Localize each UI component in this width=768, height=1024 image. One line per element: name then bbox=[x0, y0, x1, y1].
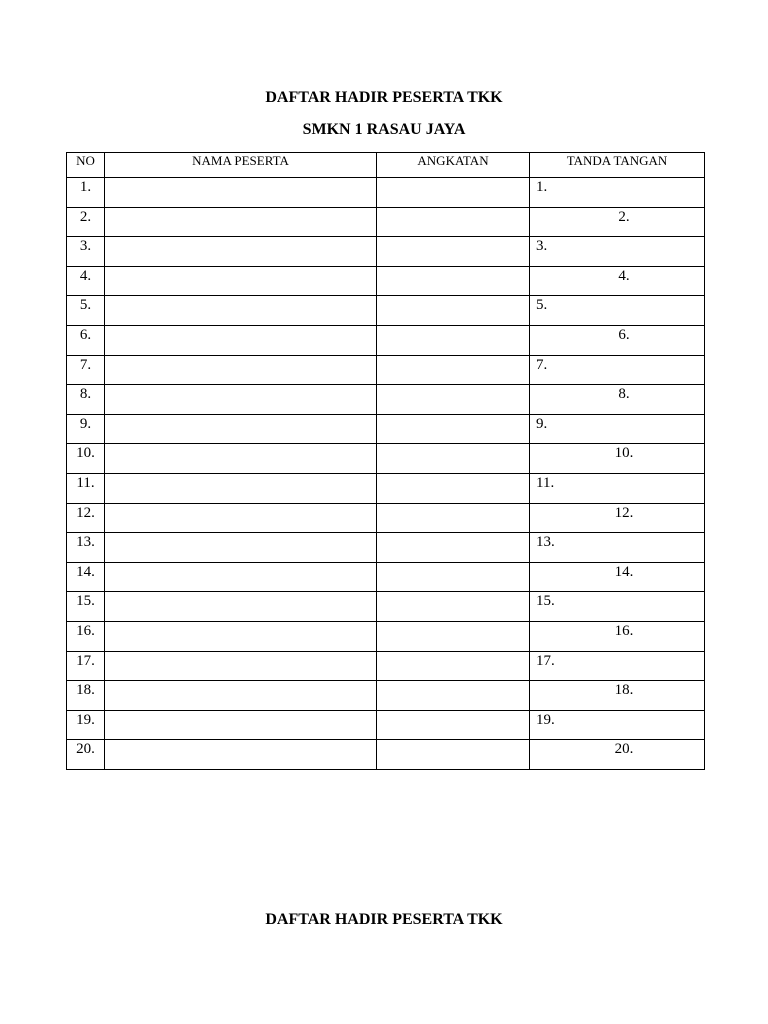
table-row bbox=[67, 592, 705, 622]
header-nama-peserta: NAMA PESERTA bbox=[105, 153, 377, 178]
table-row bbox=[67, 621, 705, 651]
next-page-title: DAFTAR HADIR PESERTA TKK bbox=[265, 911, 503, 928]
header-tanda-tangan: TANDA TANGAN bbox=[530, 153, 705, 178]
signature-cell[interactable]: 18. bbox=[530, 681, 705, 711]
row-number: 17. bbox=[67, 651, 105, 681]
participant-name-cell[interactable] bbox=[105, 562, 377, 592]
participant-name-cell[interactable] bbox=[105, 325, 377, 355]
participant-name-cell[interactable] bbox=[105, 355, 377, 385]
angkatan-cell[interactable] bbox=[377, 621, 530, 651]
table-row bbox=[67, 710, 705, 740]
angkatan-cell[interactable] bbox=[377, 503, 530, 533]
table-row bbox=[67, 178, 705, 208]
angkatan-cell[interactable] bbox=[377, 385, 530, 415]
angkatan-cell[interactable] bbox=[377, 237, 530, 267]
angkatan-cell[interactable] bbox=[377, 533, 530, 563]
row-number: 18. bbox=[67, 681, 105, 711]
table-row bbox=[67, 681, 705, 711]
signature-cell[interactable]: 9. bbox=[530, 414, 705, 444]
signature-cell[interactable]: 10. bbox=[530, 444, 705, 474]
angkatan-cell[interactable] bbox=[377, 414, 530, 444]
row-number: 5. bbox=[67, 296, 105, 326]
signature-cell[interactable]: 14. bbox=[530, 562, 705, 592]
table-row bbox=[67, 651, 705, 681]
signature-cell[interactable]: 15. bbox=[530, 592, 705, 622]
attendance-table bbox=[66, 152, 705, 770]
table-row bbox=[67, 503, 705, 533]
angkatan-cell[interactable] bbox=[377, 207, 530, 237]
angkatan-cell[interactable] bbox=[377, 651, 530, 681]
signature-cell[interactable]: 3. bbox=[530, 237, 705, 267]
participant-name-cell[interactable] bbox=[105, 533, 377, 563]
table-row bbox=[67, 533, 705, 563]
row-number: 12. bbox=[67, 503, 105, 533]
participant-name-cell[interactable] bbox=[105, 266, 377, 296]
signature-cell[interactable]: 17. bbox=[530, 651, 705, 681]
signature-cell[interactable]: 20. bbox=[530, 740, 705, 770]
signature-cell[interactable]: 5. bbox=[530, 296, 705, 326]
row-number: 6. bbox=[67, 325, 105, 355]
attendance-table-body bbox=[67, 178, 705, 770]
row-number: 10. bbox=[67, 444, 105, 474]
table-row bbox=[67, 740, 705, 770]
school-name: SMKN 1 RASAU JAYA bbox=[302, 121, 466, 138]
row-number: 19. bbox=[67, 710, 105, 740]
angkatan-cell[interactable] bbox=[377, 325, 530, 355]
row-number: 3. bbox=[67, 237, 105, 267]
angkatan-cell[interactable] bbox=[377, 592, 530, 622]
table-row bbox=[67, 414, 705, 444]
table-row bbox=[67, 325, 705, 355]
table-row bbox=[67, 385, 705, 415]
header-no: NO bbox=[67, 153, 105, 178]
row-number: 2. bbox=[67, 207, 105, 237]
signature-cell[interactable]: 4. bbox=[530, 266, 705, 296]
signature-cell[interactable]: 11. bbox=[530, 473, 705, 503]
table-row bbox=[67, 207, 705, 237]
angkatan-cell[interactable] bbox=[377, 266, 530, 296]
header-row bbox=[67, 153, 705, 178]
angkatan-cell[interactable] bbox=[377, 710, 530, 740]
angkatan-cell[interactable] bbox=[377, 444, 530, 474]
table-row bbox=[67, 296, 705, 326]
participant-name-cell[interactable] bbox=[105, 503, 377, 533]
signature-cell[interactable]: 19. bbox=[530, 710, 705, 740]
row-number: 4. bbox=[67, 266, 105, 296]
table-row bbox=[67, 355, 705, 385]
participant-name-cell[interactable] bbox=[105, 444, 377, 474]
table-row bbox=[67, 444, 705, 474]
header-angkatan: ANGKATAN bbox=[377, 153, 530, 178]
angkatan-cell[interactable] bbox=[377, 473, 530, 503]
angkatan-cell[interactable] bbox=[377, 562, 530, 592]
table-row bbox=[67, 562, 705, 592]
participant-name-cell[interactable] bbox=[105, 473, 377, 503]
participant-name-cell[interactable] bbox=[105, 710, 377, 740]
angkatan-cell[interactable] bbox=[377, 355, 530, 385]
angkatan-cell[interactable] bbox=[377, 178, 530, 208]
signature-cell[interactable]: 6. bbox=[530, 325, 705, 355]
signature-cell[interactable]: 2. bbox=[530, 207, 705, 237]
angkatan-cell[interactable] bbox=[377, 296, 530, 326]
attendance-table-header bbox=[67, 153, 705, 178]
participant-name-cell[interactable] bbox=[105, 740, 377, 770]
participant-name-cell[interactable] bbox=[105, 296, 377, 326]
table-row bbox=[67, 266, 705, 296]
angkatan-cell[interactable] bbox=[377, 681, 530, 711]
row-number: 9. bbox=[67, 414, 105, 444]
participant-name-cell[interactable] bbox=[105, 385, 377, 415]
row-number: 16. bbox=[67, 621, 105, 651]
row-number: 13. bbox=[67, 533, 105, 563]
signature-cell[interactable]: 12. bbox=[530, 503, 705, 533]
participant-name-cell[interactable] bbox=[105, 621, 377, 651]
row-number: 11. bbox=[67, 473, 105, 503]
signature-cell[interactable]: 7. bbox=[530, 355, 705, 385]
participant-name-cell[interactable] bbox=[105, 414, 377, 444]
signature-cell[interactable]: 13. bbox=[530, 533, 705, 563]
row-number: 1. bbox=[67, 178, 105, 208]
signature-cell[interactable]: 8. bbox=[530, 385, 705, 415]
row-number: 8. bbox=[67, 385, 105, 415]
row-number: 15. bbox=[67, 592, 105, 622]
signature-cell[interactable]: 16. bbox=[530, 621, 705, 651]
row-number: 20. bbox=[67, 740, 105, 770]
signature-cell[interactable]: 1. bbox=[530, 178, 705, 208]
row-number: 7. bbox=[67, 355, 105, 385]
angkatan-cell[interactable] bbox=[377, 740, 530, 770]
participant-name-cell[interactable] bbox=[105, 651, 377, 681]
participant-name-cell[interactable] bbox=[105, 178, 377, 208]
row-number: 14. bbox=[67, 562, 105, 592]
table-row bbox=[67, 237, 705, 267]
participant-name-cell[interactable] bbox=[105, 681, 377, 711]
participant-name-cell[interactable] bbox=[105, 592, 377, 622]
document-title: DAFTAR HADIR PESERTA TKK bbox=[265, 89, 503, 106]
participant-name-cell[interactable] bbox=[105, 237, 377, 267]
participant-name-cell[interactable] bbox=[105, 207, 377, 237]
table-row bbox=[67, 473, 705, 503]
